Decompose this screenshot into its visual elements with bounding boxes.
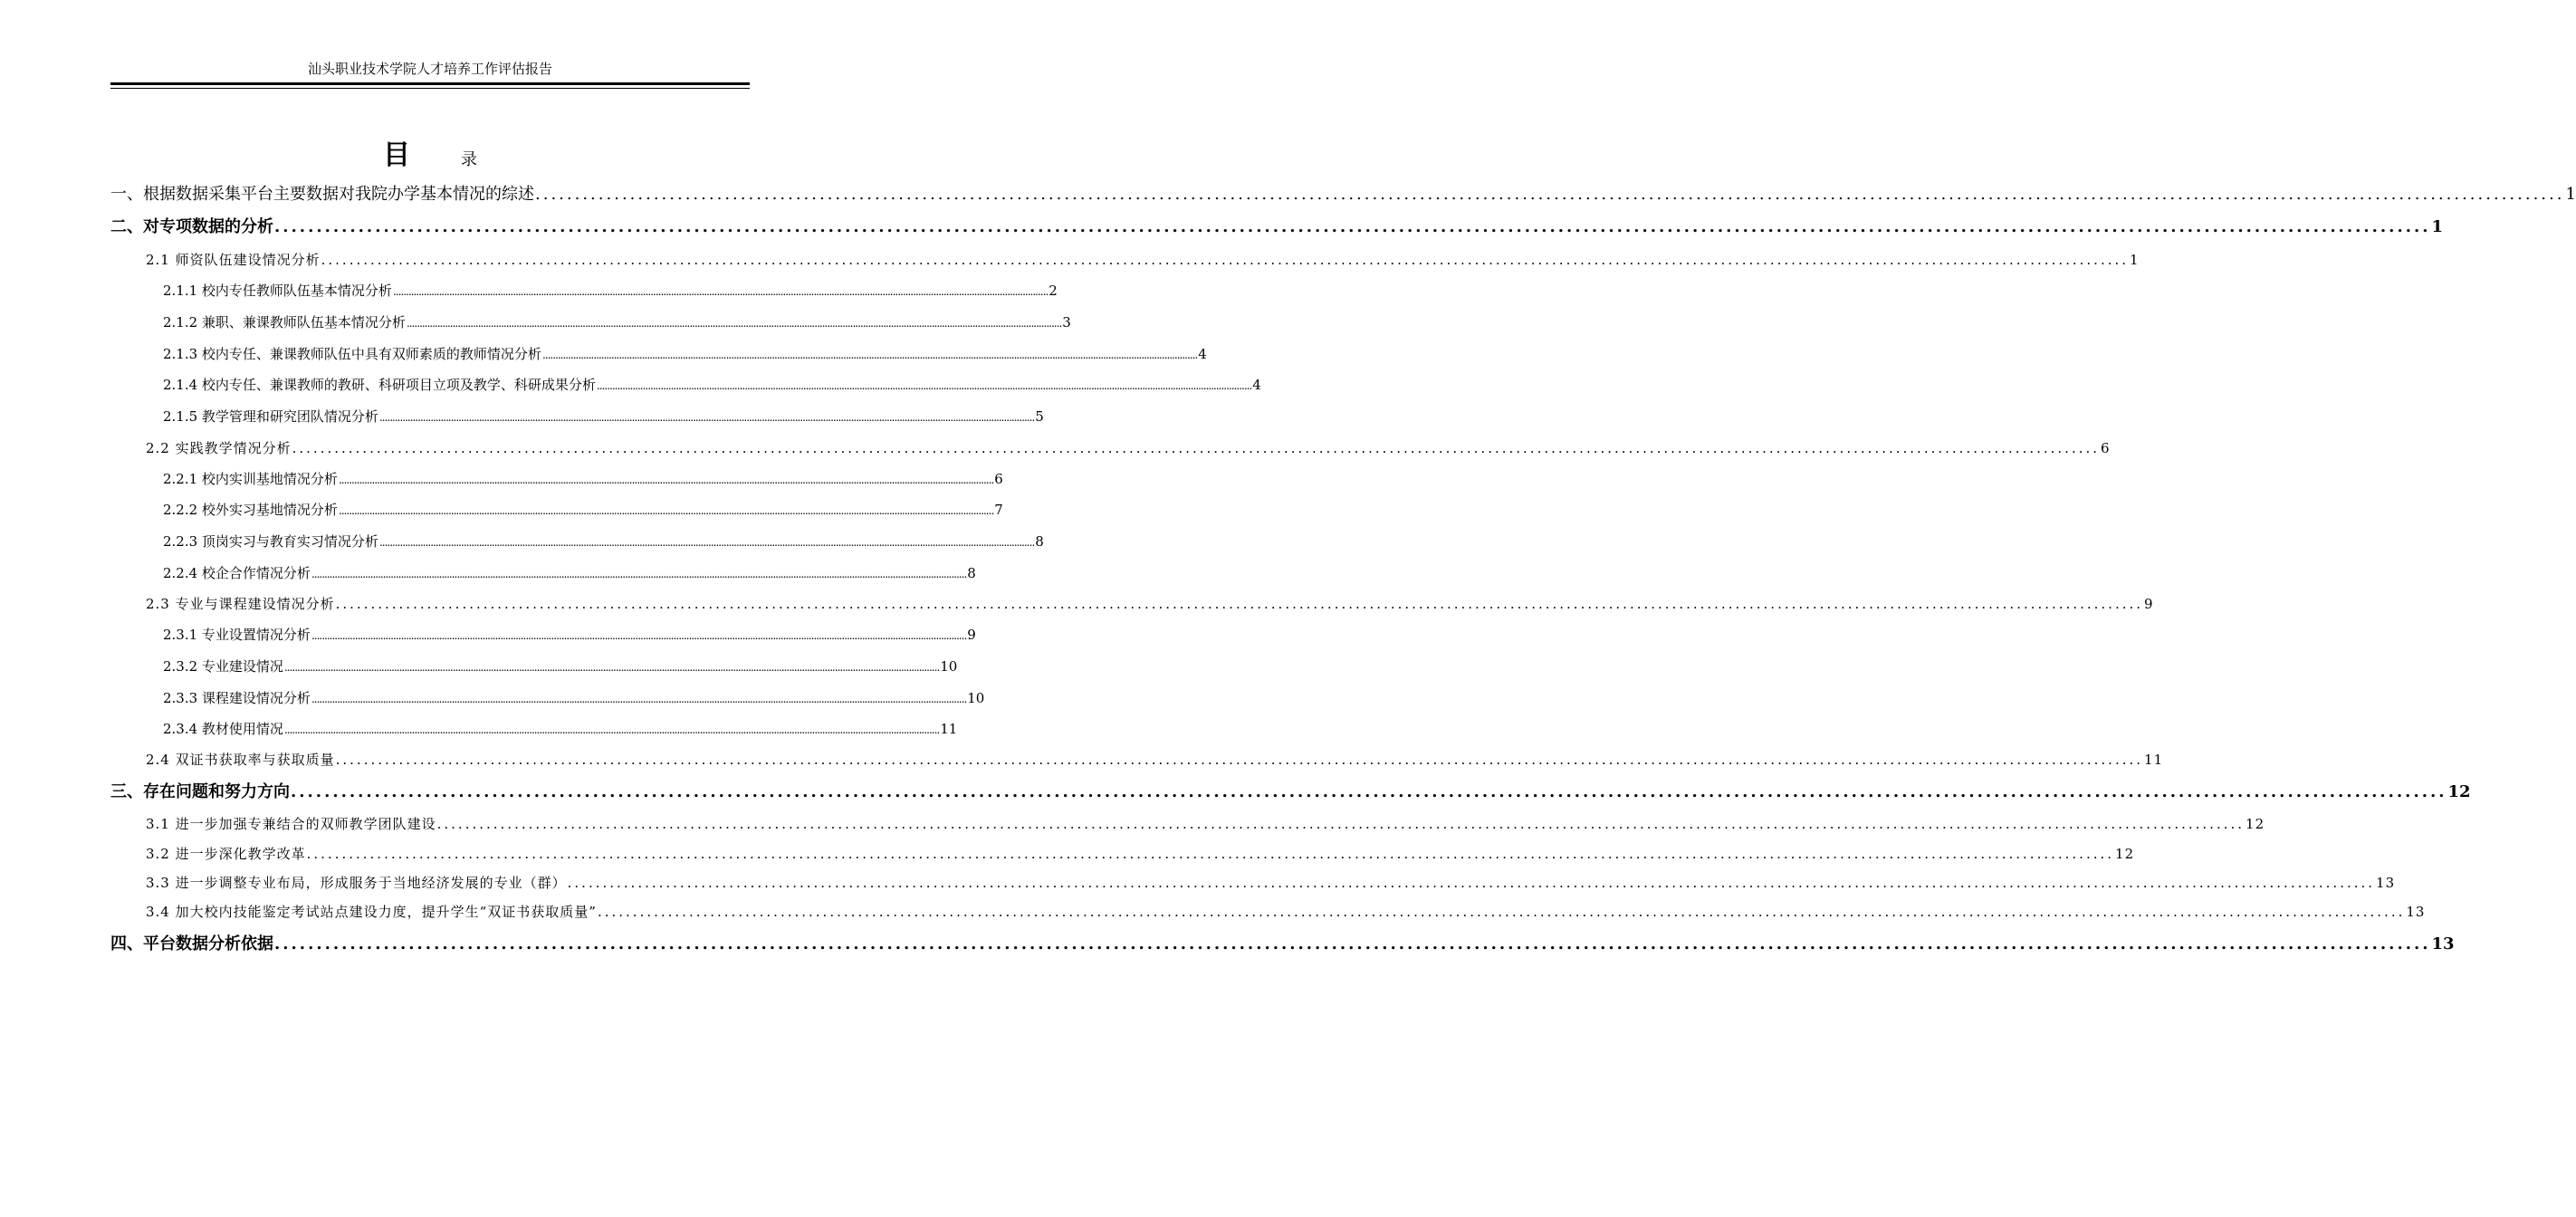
toc-entry-page: 13	[2376, 875, 2396, 891]
toc-leader: .................................................................................................................................................................................................................................................................	[335, 752, 2144, 768]
toc-entry-label: 2.1 师资队伍建设情况分析	[146, 252, 321, 268]
toc-entry-label: 2.3.1 专业设置情况分析	[163, 627, 311, 643]
toc-entry-label: 3.4 加大校内技能鉴定考试站点建设力度，提升学生“双证书获取质量”	[146, 904, 597, 920]
toc-leader: .................................................................................................................................................................................................................................................................	[436, 816, 2246, 832]
toc-leader: .................................................................................................................................................................................................................................................................	[597, 904, 2406, 920]
toc-entry-page: 13	[2431, 934, 2455, 953]
toc-leader: .................................................................................................................................................................................................................................................................	[535, 185, 2565, 204]
toc-leader: .................................................................................................................................................................................................................................................................	[274, 217, 2431, 236]
toc-entry[interactable]	[163, 281, 1058, 300]
toc-entry-page: 2	[1049, 283, 1058, 299]
toc-leader: .................................................................................................................................................................................................................................................................	[338, 474, 994, 486]
toc-entry-label: 三、存在问题和努力方向	[110, 782, 290, 801]
toc-entry-label: 2.3.3 课程建设情况分析	[163, 690, 311, 706]
toc-entry[interactable]	[110, 779, 2471, 802]
toc-entry-page: 12	[2447, 782, 2471, 801]
toc-entry-label: 四、平台数据分析依据	[110, 934, 273, 953]
toc-entry-label: 二、对专项数据的分析	[110, 217, 273, 236]
toc-leader: .................................................................................................................................................................................................................................................................	[541, 349, 1198, 361]
toc-entry-label: 2.3.2 专业建设情况	[163, 658, 283, 675]
toc-entry-label: 2.3.4 教材使用情况	[163, 721, 283, 737]
toc-entry[interactable]	[163, 625, 976, 644]
toc-entry-label: 3.3 进一步调整专业布局，形成服务于当地经济发展的专业（群）	[146, 875, 567, 891]
toc-leader: .................................................................................................................................................................................................................................................................	[311, 568, 967, 580]
toc-entry[interactable]	[163, 656, 958, 676]
toc-entry-page: 11	[940, 721, 958, 737]
toc-entry-page: 5	[1035, 408, 1044, 425]
toc-leader: .................................................................................................................................................................................................................................................................	[306, 846, 2115, 862]
toc-title-main: 目	[383, 139, 410, 171]
toc-entry[interactable]	[146, 438, 2111, 457]
toc-entry-page: 10	[967, 690, 985, 706]
toc-entry-label: 2.2.1 校内实训基地情况分析	[163, 471, 338, 487]
toc-entry[interactable]	[146, 902, 2426, 921]
toc-leader: .................................................................................................................................................................................................................................................................	[283, 723, 940, 736]
toc-leader: .................................................................................................................................................................................................................................................................	[378, 411, 1035, 424]
toc-entry-page: 9	[967, 627, 976, 643]
toc-entry-page: 8	[967, 565, 976, 581]
toc-leader: .................................................................................................................................................................................................................................................................	[274, 934, 2431, 953]
toc-entry[interactable]	[163, 719, 958, 738]
toc-entry-page: 1	[2130, 252, 2140, 268]
toc-leader: .................................................................................................................................................................................................................................................................	[283, 661, 940, 674]
toc-leader: .................................................................................................................................................................................................................................................................	[567, 875, 2376, 891]
toc-entry[interactable]	[163, 563, 976, 582]
toc-leader: .................................................................................................................................................................................................................................................................	[596, 379, 1252, 392]
toc-entry[interactable]	[110, 931, 2455, 954]
toc-entry-label: 2.4 双证书获取率与获取质量	[146, 752, 335, 768]
toc-leader: .................................................................................................................................................................................................................................................................	[311, 693, 967, 705]
toc-entry[interactable]	[146, 594, 2154, 613]
toc-entry-page: 6	[994, 471, 1003, 487]
toc-entry-label: 2.2.2 校外实习基地情况分析	[163, 502, 338, 518]
toc-entry-page: 4	[1252, 377, 1261, 393]
toc-entry[interactable]	[110, 181, 2576, 205]
toc-leader: .................................................................................................................................................................................................................................................................	[378, 536, 1035, 549]
toc-entry-label: 3.2 进一步深化教学改革	[146, 846, 306, 862]
toc-entry[interactable]	[163, 532, 1044, 551]
toc-entry-page: 4	[1198, 346, 1207, 362]
toc-entry-page: 6	[2101, 440, 2111, 456]
toc-entry-label: 2.3 专业与课程建设情况分析	[146, 596, 335, 612]
toc-entry-page: 12	[2246, 816, 2265, 832]
toc-entry-page: 13	[2406, 904, 2426, 920]
toc-entry-label: 2.2.3 顶岗实习与教育实习情况分析	[163, 533, 378, 550]
toc-entry[interactable]	[163, 344, 1207, 363]
toc-entry[interactable]	[146, 873, 2396, 892]
toc-entry-page: 9	[2144, 596, 2154, 612]
toc-leader: .................................................................................................................................................................................................................................................................	[338, 504, 994, 517]
toc-entry-page: 12	[2115, 846, 2135, 862]
toc-entry[interactable]	[146, 750, 2164, 769]
toc-entry[interactable]	[146, 250, 2140, 269]
toc-entry-page: 11	[2144, 752, 2164, 768]
toc-leader: .................................................................................................................................................................................................................................................................	[335, 596, 2144, 612]
toc-entry-page: 10	[940, 658, 958, 675]
toc-entry-label: 2.1.2 兼职、兼课教师队伍基本情况分析	[163, 314, 406, 331]
toc-leader: .................................................................................................................................................................................................................................................................	[292, 440, 2101, 456]
toc-entry-label: 2.1.3 校内专任、兼课教师队伍中具有双师素质的教师情况分析	[163, 346, 541, 362]
toc-entry-label: 2.1.1 校内专任教师队伍基本情况分析	[163, 283, 392, 299]
toc-entry[interactable]	[163, 500, 1003, 519]
toc-entry-label: 2.2 实践教学情况分析	[146, 440, 292, 456]
toc-entry-label: 一、根据数据采集平台主要数据对我院办学基本情况的综述	[110, 185, 534, 204]
toc-entry[interactable]	[146, 844, 2135, 863]
toc-leader: .................................................................................................................................................................................................................................................................	[291, 782, 2447, 801]
toc-entry[interactable]	[146, 814, 2265, 833]
toc-entry-page: 3	[1062, 314, 1071, 331]
toc-leader: .................................................................................................................................................................................................................................................................	[406, 317, 1062, 330]
toc-entry-page: 8	[1035, 533, 1044, 550]
toc-entry-page: 7	[994, 502, 1003, 518]
toc-leader: .................................................................................................................................................................................................................................................................	[321, 252, 2130, 268]
toc-entry-page: 1	[2431, 217, 2444, 236]
toc-entry[interactable]	[163, 688, 985, 707]
toc-entry[interactable]	[163, 407, 1044, 426]
toc-entry-label: 2.1.5 教学管理和研究团队情况分析	[163, 408, 378, 425]
toc-leader: .................................................................................................................................................................................................................................................................	[392, 285, 1049, 298]
toc-title-sub: 录	[461, 150, 477, 169]
toc-entry-label: 2.1.4 校内专任、兼课教师的教研、科研项目立项及教学、科研成果分析	[163, 377, 596, 393]
header-title: 汕头职业技术学院人才培养工作评估报告	[307, 61, 552, 77]
toc-entry[interactable]	[110, 214, 2444, 237]
toc-leader: .................................................................................................................................................................................................................................................................	[311, 629, 967, 642]
toc-entry[interactable]	[163, 469, 1003, 488]
toc-entry-label: 2.2.4 校企合作情况分析	[163, 565, 311, 581]
toc-entry[interactable]	[163, 375, 1261, 394]
toc-entry-page: 1	[2565, 185, 2576, 204]
toc-entry[interactable]	[163, 312, 1071, 331]
toc-entry-label: 3.1 进一步加强专兼结合的双师教学团队建设	[146, 816, 436, 832]
